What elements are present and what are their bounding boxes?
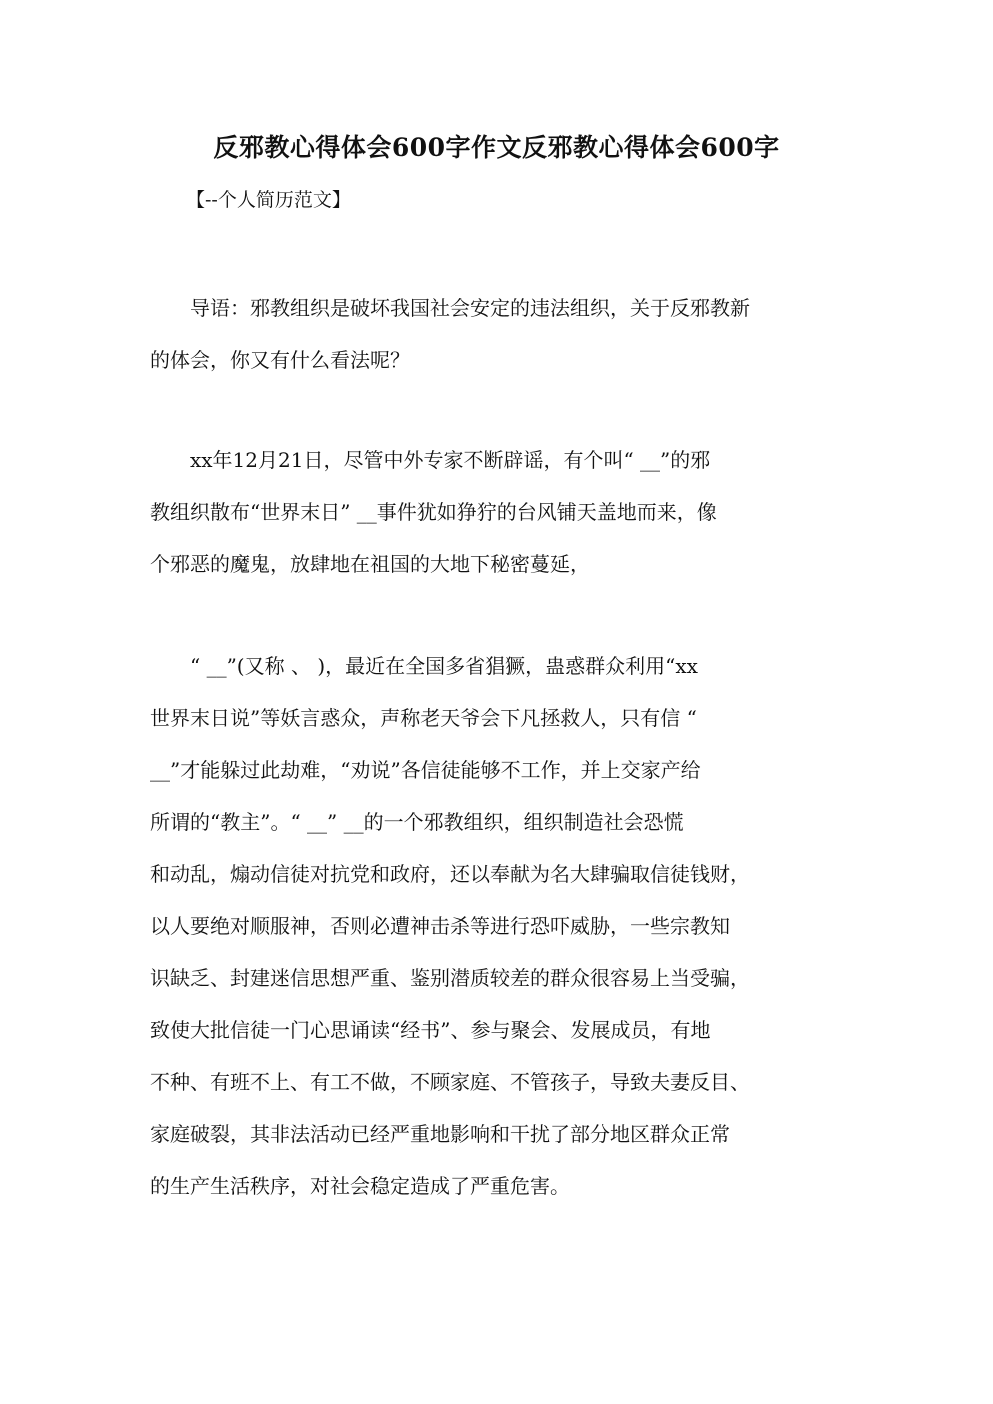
paragraph-line: 不种、有班不上、有工不做，不顾家庭、不管孩子，导致夫妻反目、 [150, 1070, 750, 1094]
paragraph-line: “ __”(又称 、 )，最近在全国多省猖獗，蛊惑群众利用“xx [150, 654, 698, 678]
document-title: 反邪教心得体会600字作文反邪教心得体会600字 [213, 133, 780, 162]
paragraph-line: 所谓的“教主”。“ __” __的一个邪教组织，组织制造社会恐慌 [150, 810, 684, 834]
paragraph-third [150, 640, 840, 1212]
paragraph-line: 世界末日说”等妖言惑众，声称老天爷会下凡拯救人，只有信 “ [150, 706, 697, 730]
paragraph-intro [150, 282, 840, 386]
paragraph-line: 家庭破裂，其非法活动已经严重地影响和干扰了部分地区群众正常 [150, 1122, 730, 1146]
paragraph-line: xx年12月21日，尽管中外专家不断辟谣，有个叫“ __”的邪 [150, 448, 711, 472]
paragraph-line: 的生产生活秩序，对社会稳定造成了严重危害。 [150, 1174, 570, 1198]
paragraph-line: 以人要绝对顺服神，否则必遭神击杀等进行恐吓威胁，一些宗教知 [150, 914, 730, 938]
paragraph-line: 的体会，你又有什么看法呢？ [150, 348, 410, 372]
paragraph-line: __”才能躲过此劫难，“劝说”各信徒能够不工作，并上交家产给 [150, 758, 701, 782]
paragraph-second [150, 434, 840, 590]
document-subtitle: 【--个人简历范文】 [186, 189, 351, 211]
paragraph-line: 个邪恶的魔鬼，放肆地在祖国的大地下秘密蔓延， [150, 552, 590, 576]
paragraph-line: 导语：邪教组织是破坏我国社会安定的违法组织，关于反邪教新 [150, 296, 750, 320]
paragraph-line: 和动乱，煽动信徒对抗党和政府，还以奉献为名大肆骗取信徒钱财， [150, 862, 750, 886]
paragraph-line: 致使大批信徒一门心思诵读“经书”、参与聚会、发展成员，有地 [150, 1018, 711, 1042]
paragraph-line: 教组织散布“世界末日” __事件犹如狰狞的台风铺天盖地而来，像 [150, 500, 717, 524]
paragraph-line: 识缺乏、封建迷信思想严重、鉴别潜质较差的群众很容易上当受骗， [150, 966, 750, 990]
